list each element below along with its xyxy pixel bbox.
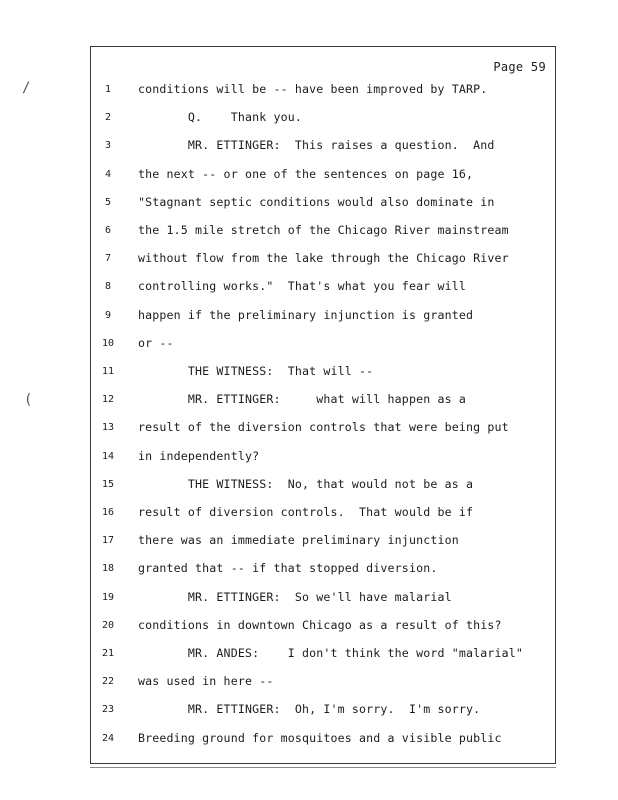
margin-mark: ( [24, 392, 33, 408]
line-number: 9 [104, 310, 112, 321]
line-number: 13 [101, 422, 115, 433]
transcript-line: Breeding ground for mosquitoes and a visible public [138, 731, 502, 745]
line-number: 5 [104, 197, 112, 208]
transcript-line: controlling works." That's what you fear will [138, 279, 466, 293]
transcript-line: there was an immediate preliminary injunction [138, 533, 459, 547]
line-number: 6 [104, 225, 112, 236]
page-number-label: Page 59 [493, 60, 546, 74]
line-number: 22 [101, 676, 115, 687]
line-number: 4 [104, 169, 112, 180]
transcript-line: MR. ETTINGER: So we'll have malarial [138, 590, 452, 604]
transcript-line: in independently? [138, 449, 260, 463]
transcript-line: MR. ETTINGER: what will happen as a [138, 392, 466, 406]
line-number: 15 [101, 479, 115, 490]
line-number: 3 [104, 140, 112, 151]
line-number: 12 [101, 394, 115, 405]
transcript-line: result of the diversion controls that were being put [138, 420, 509, 434]
line-number: 24 [101, 733, 115, 744]
transcript-line: was used in here -- [138, 674, 274, 688]
transcript-line: Q. Thank you. [138, 110, 302, 124]
transcript-line: "Stagnant septic conditions would also dominate in [138, 195, 495, 209]
transcript-line: the 1.5 mile stretch of the Chicago River mainstream [138, 223, 509, 237]
line-number: 11 [101, 366, 115, 377]
transcript-line: THE WITNESS: No, that would not be as a [138, 477, 474, 491]
line-number: 17 [101, 535, 115, 546]
transcript-line: conditions in downtown Chicago as a result of this? [138, 618, 502, 632]
margin-mark: / [22, 80, 31, 96]
transcript-line: without flow from the lake through the Chicago River [138, 251, 509, 265]
line-number: 2 [104, 112, 112, 123]
line-number: 10 [101, 338, 115, 349]
line-number: 20 [101, 620, 115, 631]
line-number: 21 [101, 648, 115, 659]
transcript-line: MR. ANDES: I don't think the word "malarial" [138, 646, 524, 660]
transcript-line: conditions will be -- have been improved by TARP. [138, 82, 488, 96]
line-number: 16 [101, 507, 115, 518]
page-bottom-rule [90, 767, 556, 768]
transcript-line: or -- [138, 336, 174, 350]
transcript-line: the next -- or one of the sentences on page 16, [138, 167, 474, 181]
line-number: 14 [101, 451, 115, 462]
transcript-line: result of diversion controls. That would be if [138, 505, 474, 519]
transcript-line: MR. ETTINGER: This raises a question. And [138, 138, 495, 152]
line-number: 7 [104, 253, 112, 264]
line-number: 18 [101, 563, 115, 574]
transcript-line: THE WITNESS: That will -- [138, 364, 374, 378]
transcript-line: MR. ETTINGER: Oh, I'm sorry. I'm sorry. [138, 702, 481, 716]
line-number: 23 [101, 704, 115, 715]
line-number: 1 [104, 84, 112, 95]
transcript-line: granted that -- if that stopped diversion. [138, 561, 438, 575]
line-number: 19 [101, 592, 115, 603]
line-number: 8 [104, 281, 112, 292]
transcript-line: happen if the preliminary injunction is granted [138, 308, 474, 322]
